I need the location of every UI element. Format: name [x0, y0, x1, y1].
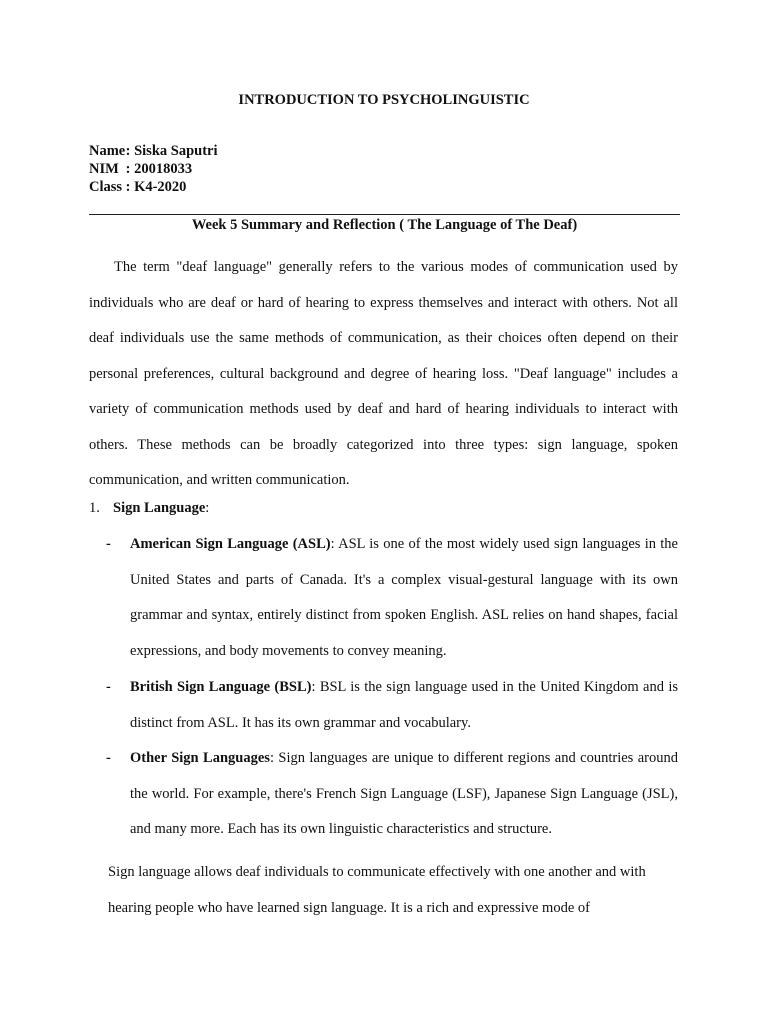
- list-heading: [89, 500, 209, 517]
- bullet-item: [106, 741, 678, 848]
- horizontal-rule: [89, 214, 680, 215]
- meta-row-class: [89, 178, 218, 196]
- list-label: Sign Language: [113, 500, 206, 516]
- section-heading: Week 5 Summary and Reflection ( The Language of The Deaf): [191, 217, 578, 233]
- list-number: 1.: [89, 500, 100, 516]
- bullet-item: [106, 527, 678, 669]
- bullet-item: [106, 670, 678, 741]
- meta-row-name: [89, 142, 218, 160]
- bullet-text: [130, 670, 678, 741]
- closing-line: Sign language allows deaf individuals to communicate effectively with one another and with: [108, 864, 646, 880]
- bullet-dash: -: [106, 750, 111, 766]
- bullet-term: Other Sign Languages: [130, 750, 270, 766]
- meta-key: NIM: [89, 161, 119, 177]
- list-colon: :: [205, 500, 210, 516]
- bullet-text: [130, 741, 678, 848]
- bullet-dash: -: [106, 536, 111, 552]
- meta-value: : 20018033: [125, 161, 193, 177]
- bullet-dash: -: [106, 679, 111, 695]
- bullet-term: American Sign Language (ASL): [130, 536, 331, 552]
- intro-text: The term "deaf language" generally refers to the various modes of communication used by individuals who are deaf or hard of hearing to express themselves and interact with others. Not all deaf individuals use the same methods of communication, as their choices often depend on their personal preferences, cultural background and degree of hearing loss. "Deaf language" includes a variety of communication methods used by deaf and hard of hearing individuals to interact with others. These methods can be broadly categorized into three types: sign language, spoken communication, and written communication.: [89, 259, 678, 488]
- document-title: INTRODUCTION TO PSYCHOLINGUISTIC: [238, 92, 530, 108]
- bullet-body: : ASL is one of the most widely used sign languages in the United States and parts of Canada. It's a complex visual-gestural language with its own grammar and syntax, entirely distinct from spoken English. ASL relies on hand shapes, facial expressions, and body movements to convey meaning.: [130, 536, 678, 659]
- bullet-text: [130, 527, 678, 669]
- intro-paragraph: [89, 250, 678, 499]
- meta-row-nim: [89, 160, 218, 178]
- meta-key: Class: [89, 179, 123, 195]
- meta-key: Name: [89, 143, 126, 159]
- student-info: [89, 142, 218, 196]
- closing-paragraph: [108, 855, 678, 926]
- closing-line: hearing people who have learned sign language. It is a rich and expressive mode of: [108, 899, 590, 916]
- bullet-body: : Sign languages are unique to different regions and countries around the world. For example, there's French Sign Language (LSF), Japanese Sign Language (JSL), and many more. Each has its own linguistic characteristics and structure.: [130, 750, 678, 837]
- meta-value: : K4-2020: [125, 179, 187, 195]
- bullet-body: : BSL is the sign language used in the United Kingdom and is distinct from ASL. It has its own grammar and vocabulary.: [130, 679, 678, 731]
- meta-value: : Siska Saputri: [125, 143, 218, 159]
- bullet-term: British Sign Language (BSL): [130, 679, 312, 695]
